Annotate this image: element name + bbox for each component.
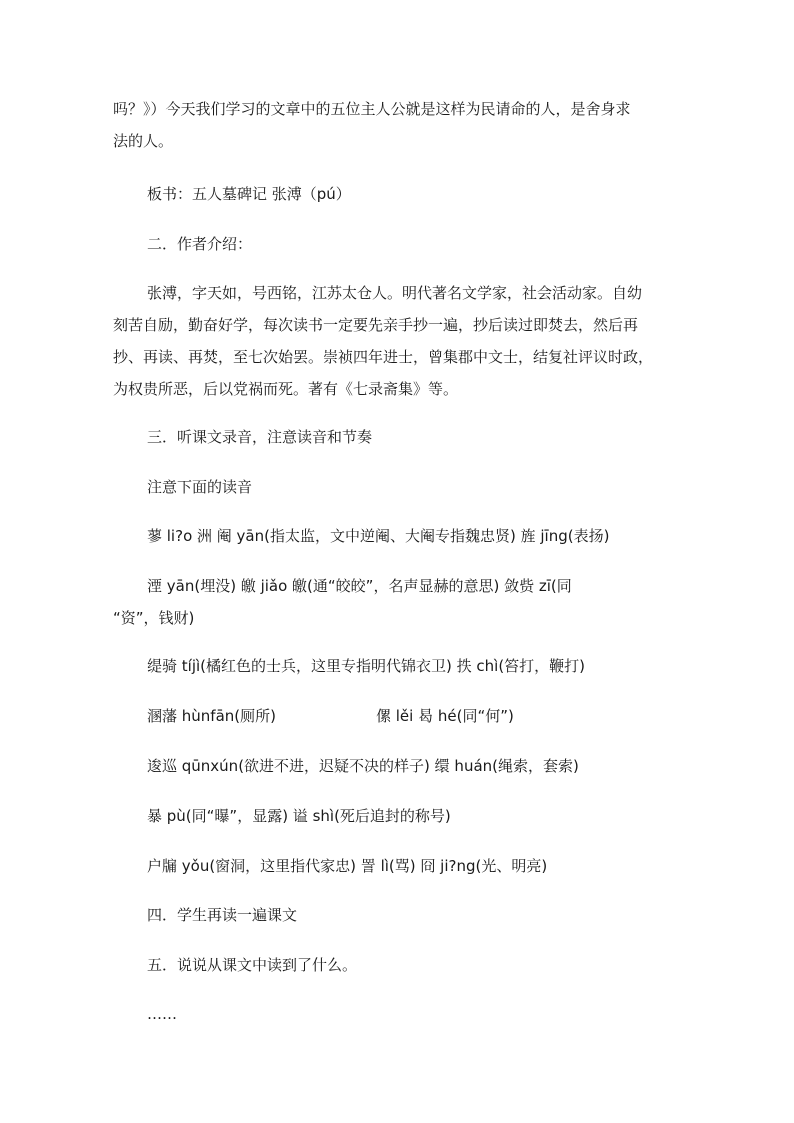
ellipsis: …… <box>147 1005 177 1023</box>
board-note: 板书：五人墓碑记 张溥（pú） <box>147 185 351 203</box>
author-section-heading: 二．作者介绍： <box>147 235 253 253</box>
listen-section-heading: 三．听课文录音，注意读音和节奏 <box>147 428 373 446</box>
pronunciation-line: 蓼 li?o 洲 阉 yān(指太监，文中逆阉、大阉专指魏忠贤) 旌 jīng(表扬) <box>147 527 610 545</box>
pronunciation-line: 暴 pù(同“曝”，显露) 谥 shì(死后追封的称号) <box>147 807 451 825</box>
intro-paragraph <box>113 93 673 157</box>
pronunciation-line: 缇骑 tíjì(橘红色的士兵，这里专指明代锦衣卫) 抶 chì(笞打，鞭打) <box>147 657 586 675</box>
pronunciation-fragment: 溷藩 hùnfān(厕所) <box>147 707 276 725</box>
text-line: 张溥，字天如，号西铭，江苏太仓人。明代著名文学家，社会活动家。自幼 <box>147 284 643 302</box>
text-line: 法的人。 <box>113 132 174 150</box>
text-line: 吗？》）今天我们学习的文章中的五位主人公就是这样为民请命的人，是舍身求 <box>113 100 631 118</box>
pronunciation-line: 逡巡 qūnxún(欲进不进，迟疑不决的样子) 缳 huán(绳索，套索) <box>147 757 579 775</box>
pronunciation-line: 户牖 yǒu(窗洞，这里指代家忠) 詈 lì(骂) 冏 ji?ng(光、明亮) <box>147 857 548 875</box>
author-paragraph <box>113 277 673 405</box>
discuss-section-heading: 五．说说从课文中读到了什么。 <box>147 956 358 974</box>
reread-section-heading: 四．学生再读一遍课文 <box>147 906 298 924</box>
text-line: 刻苦自励，勤奋好学，每次读书一定要先亲手抄一遍，抄后读过即焚去，然后再 <box>113 316 639 334</box>
text-line: 抄、再读、再焚，至七次始罢。崇祯四年进士，曾集郡中文士，结复社评议时政， <box>113 348 654 366</box>
pronunciation-line-split <box>147 700 707 732</box>
pronunciation-line: 湮 yān(埋没) 皦 jiǎo 皦(通“皎皎”，名声显赫的意思) 敛赀 zī(同 <box>147 577 572 595</box>
pronunciation-fragment: 傫 lěi 曷 hé(同“何”) <box>375 707 514 725</box>
pronunciation-line: “资”，钱财) <box>113 609 195 627</box>
pronunciation-heading: 注意下面的读音 <box>147 478 253 496</box>
text-line: 为权贵所恶，后以党祸而死。著有《七录斋集》等。 <box>113 380 459 398</box>
pronunciation-block <box>113 570 673 634</box>
